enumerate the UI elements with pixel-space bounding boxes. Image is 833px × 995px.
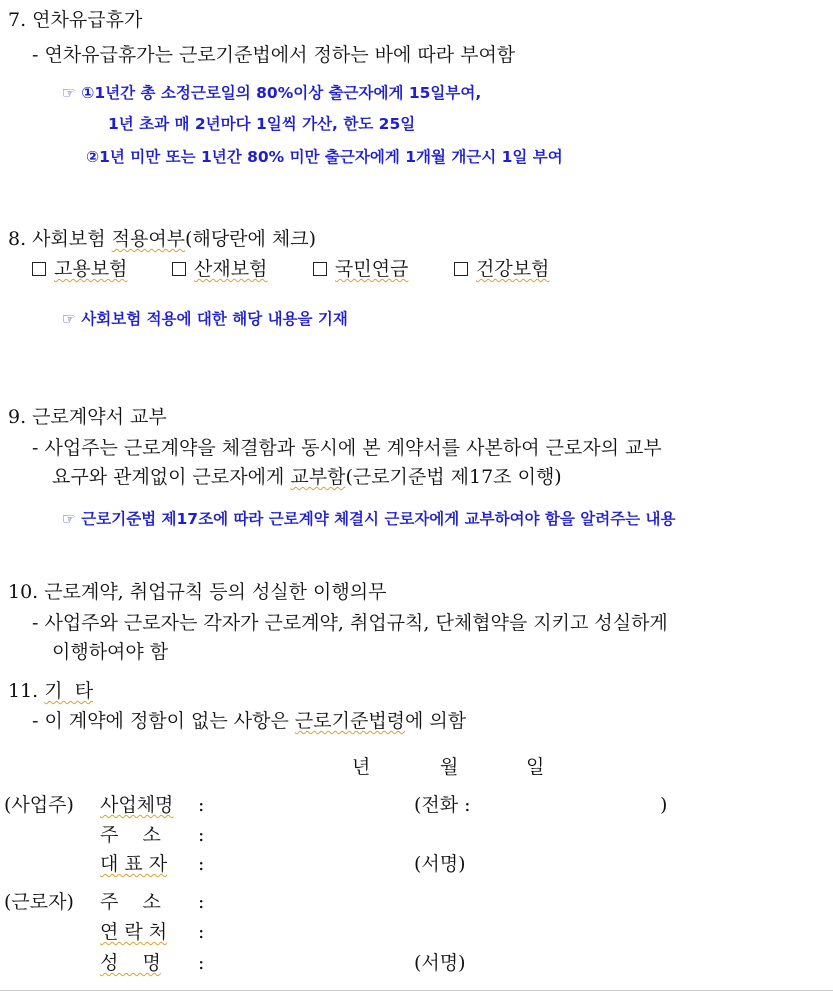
employer-company-name-label: 사업체명: [100, 794, 174, 816]
section-9-note: ☞ 근로기준법 제17조에 따라 근로계약 체결시 근로자에게 교부하여야 함을 알려주는 내용: [62, 510, 676, 528]
section-10-body-2: 이행하여야 함: [52, 641, 169, 663]
section-11-body-a: - 이 계약에 정함이 없는 사항은: [32, 710, 295, 732]
section-7-note-2: ②1년 미만 또는 1년간 80% 미만 출근자에게 1개월 개근시 1일 부여: [86, 148, 563, 166]
employer-phone-label: (전화 :: [414, 794, 471, 816]
section-9-body-1: - 사업주는 근로계약을 체결함과 동시에 본 계약서를 사본하여 근로자의 교부: [32, 437, 662, 459]
checkbox-label: 건강보험: [476, 258, 550, 280]
section-9-body-2b: 교부함: [290, 466, 346, 488]
section-8-title: [8, 227, 316, 251]
employer-role: (사업주): [4, 794, 74, 816]
colon: :: [198, 891, 205, 913]
page-bottom-edge: [0, 990, 833, 995]
colon: :: [198, 794, 205, 816]
section-11-body-b: 근로기준법령: [294, 710, 406, 732]
checkbox-square-icon[interactable]: [32, 262, 46, 276]
section-9-title: 9. 근로계약서 교부: [8, 406, 167, 428]
checkbox-employment-insurance[interactable]: [32, 257, 127, 281]
section-10-title: 10. 근로계약, 취업규칙 등의 성실한 이행의무: [8, 581, 387, 603]
section-11-title-word: 기 타: [44, 680, 94, 702]
section-7-note-1-cont: 1년 초과 매 2년마다 1일씩 가산, 한도 25일: [108, 115, 416, 133]
section-8-note: ☞ 사회보험 적용에 대한 해당 내용을 기재: [62, 310, 348, 328]
section-7-body: - 연차유급휴가는 근로기준법에서 정하는 바에 따라 부여함: [32, 44, 516, 66]
checkbox-label: 산재보험: [194, 258, 268, 280]
employer-representative-label: 대 표 자: [100, 853, 168, 875]
section-7-title: 7. 연차유급휴가: [8, 9, 143, 31]
colon: :: [198, 921, 205, 943]
checkbox-square-icon[interactable]: [454, 262, 468, 276]
worker-name-label: 성 명: [100, 952, 161, 974]
employer-signature: (서명): [414, 853, 466, 875]
checkbox-health-insurance[interactable]: [454, 257, 549, 281]
colon: :: [198, 824, 205, 846]
date-year: 년: [352, 756, 371, 778]
checkbox-square-icon[interactable]: [313, 262, 327, 276]
section-11-title: [8, 679, 93, 703]
checkbox-industrial-accident[interactable]: [172, 257, 267, 281]
section-7-note-1: ☞ ①1년간 총 소정근로일의 80%이상 출근자에게 15일부여,: [62, 84, 482, 102]
section-8-title-word: 적용여부: [111, 228, 186, 250]
colon: :: [198, 952, 205, 974]
date-month: 월: [440, 756, 459, 778]
checkbox-national-pension[interactable]: [313, 257, 408, 281]
checkbox-label: 고용보험: [54, 258, 128, 280]
worker-signature: (서명): [414, 952, 466, 974]
section-8-title-hint: (해당란에 체크): [185, 228, 317, 250]
employer-address-label: 주 소: [100, 824, 161, 846]
section-9-body-2: [52, 465, 562, 489]
worker-contact-label: 연 락 처: [100, 921, 168, 943]
section-11-body: [32, 709, 466, 733]
worker-role: (근로자): [4, 891, 74, 913]
employer-phone-close: ): [660, 794, 668, 816]
checkbox-label: 국민연금: [335, 258, 409, 280]
section-11-title-num: 11.: [8, 680, 45, 702]
checkbox-square-icon[interactable]: [172, 262, 186, 276]
section-9-body-2a: 요구와 관계없이 근로자에게: [52, 466, 291, 488]
section-8-title-num: 8. 사회보험: [8, 228, 112, 250]
worker-address-label: 주 소: [100, 891, 161, 913]
section-9-body-2c: (근로기준법 제17조 이행): [345, 466, 562, 488]
date-day: 일: [526, 756, 545, 778]
section-11-body-c: 에 의함: [405, 710, 467, 732]
section-10-body-1: - 사업주와 근로자는 각자가 근로계약, 취업규칙, 단체협약을 지키고 성실하게: [32, 612, 668, 634]
colon: :: [198, 853, 205, 875]
